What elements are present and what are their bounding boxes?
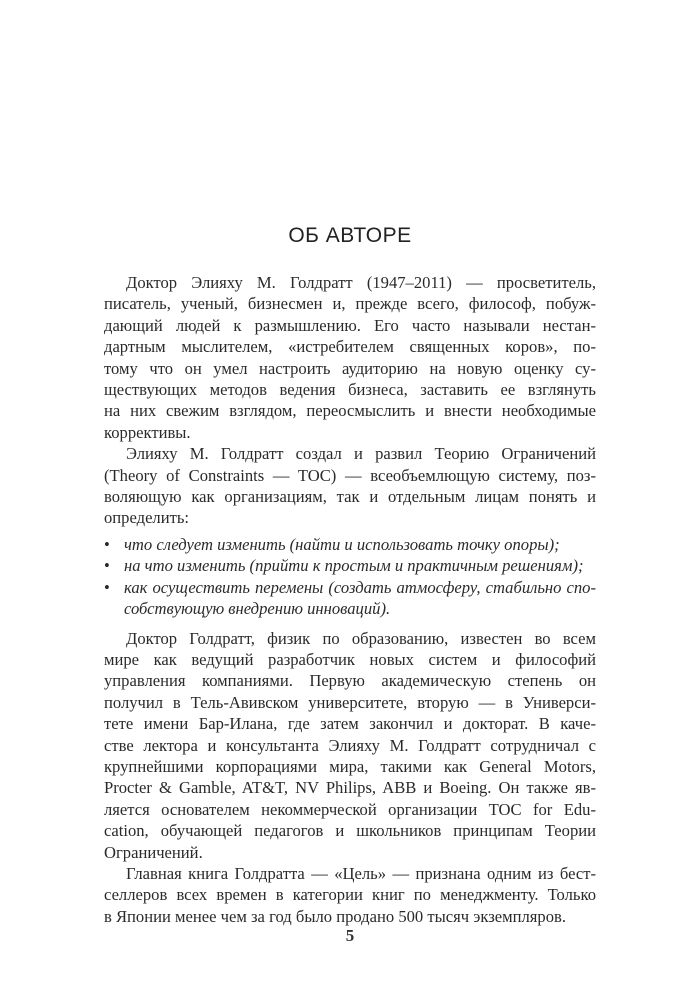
text-line: ществующих методов ведения бизнеса, заставить ее взглянуть [104,380,596,400]
text-line: дартным мыслителем, «истребителем священных коров», по- [104,337,596,357]
text-line: управления компаниями. Первую академическую степень он [104,671,596,691]
paragraph [104,443,596,529]
text-line: cation, обучающей педагогов и школьников принципам Теории [104,821,596,841]
text-line: тому что он умел настроить аудиторию на новую оценку су- [104,358,596,378]
text-line: Главная книга Голдратта — «Цель» — признана одним из бест- [126,863,596,883]
text-line: селлеров всех времен в категории книг по менеджменту. Только [104,885,596,905]
text-line: Элияху М. Голдратт создал и развил Теорию Ограничений [126,444,596,464]
bullet-line: собствующую внедрению инноваций). [124,599,391,619]
paragraph [104,628,596,863]
page-body [104,272,596,927]
bullet-item [104,534,596,555]
bullet-list [104,534,596,620]
text-line: Ограничений. [104,842,203,862]
text-line: ляется основателем некоммерческой организации TOC for Edu- [104,799,596,819]
text-line: на них свежим взглядом, переосмыслить и внести необходимые [104,401,596,421]
text-line: стве лектора и консультанта Элияху М. Голдратт сотрудничал с [104,735,596,755]
text-line: тете имени Бар-Илана, где затем закончил и докторат. В каче- [104,714,596,734]
text-line: (Theory of Constraints — TOC) — всеобъемлющую систему, поз- [104,465,596,485]
bullet-line: • что следует изменить (найти и использовать точку опоры); [124,534,560,554]
text-line: Доктор Элияху М. Голдратт (1947–2011) — просветитель, [126,273,596,292]
text-line: Procter & Gamble, AT&T, NV Philips, ABB и Boeing. Он также яв- [104,778,596,798]
text-line: Доктор Голдратт, физик по образованию, известен во всем [126,628,596,648]
text-line: дающий людей к размышлению. Его часто называли нестан- [104,315,596,335]
text-line: мире как ведущий разработчик новых систем и философий [104,649,596,669]
paragraph [104,863,596,927]
paragraph [104,272,596,443]
text-line: коррективы. [104,422,191,442]
text-line: крупнейшими корпорациями мира, такими как General Motors, [104,756,596,776]
bullet-line: • как осуществить перемены (создать атмосферу, стабильно спо- [124,577,596,597]
paragraphs-before [104,272,596,529]
paragraphs-after [104,628,596,928]
bullet-item [104,555,596,576]
page-title: ОБ АВТОРЕ [288,224,412,247]
text-line: писатель, ученый, бизнесмен и, прежде всего, философ, побуж- [104,294,596,314]
text-line: в Японии менее чем за год было продано 500 тысяч экземпляров. [104,906,567,926]
page-number: 5 [345,926,355,945]
text-line: воляющую как организациям, так и отдельным лицам понять и [104,487,596,507]
bullet-line: • на что изменить (прийти к простым и практичным решениям); [124,556,584,576]
bullet-item [104,577,596,620]
text-line: определить: [104,508,190,528]
text-line: получил в Тель-Авивском университете, вторую — в Универси- [104,692,596,712]
